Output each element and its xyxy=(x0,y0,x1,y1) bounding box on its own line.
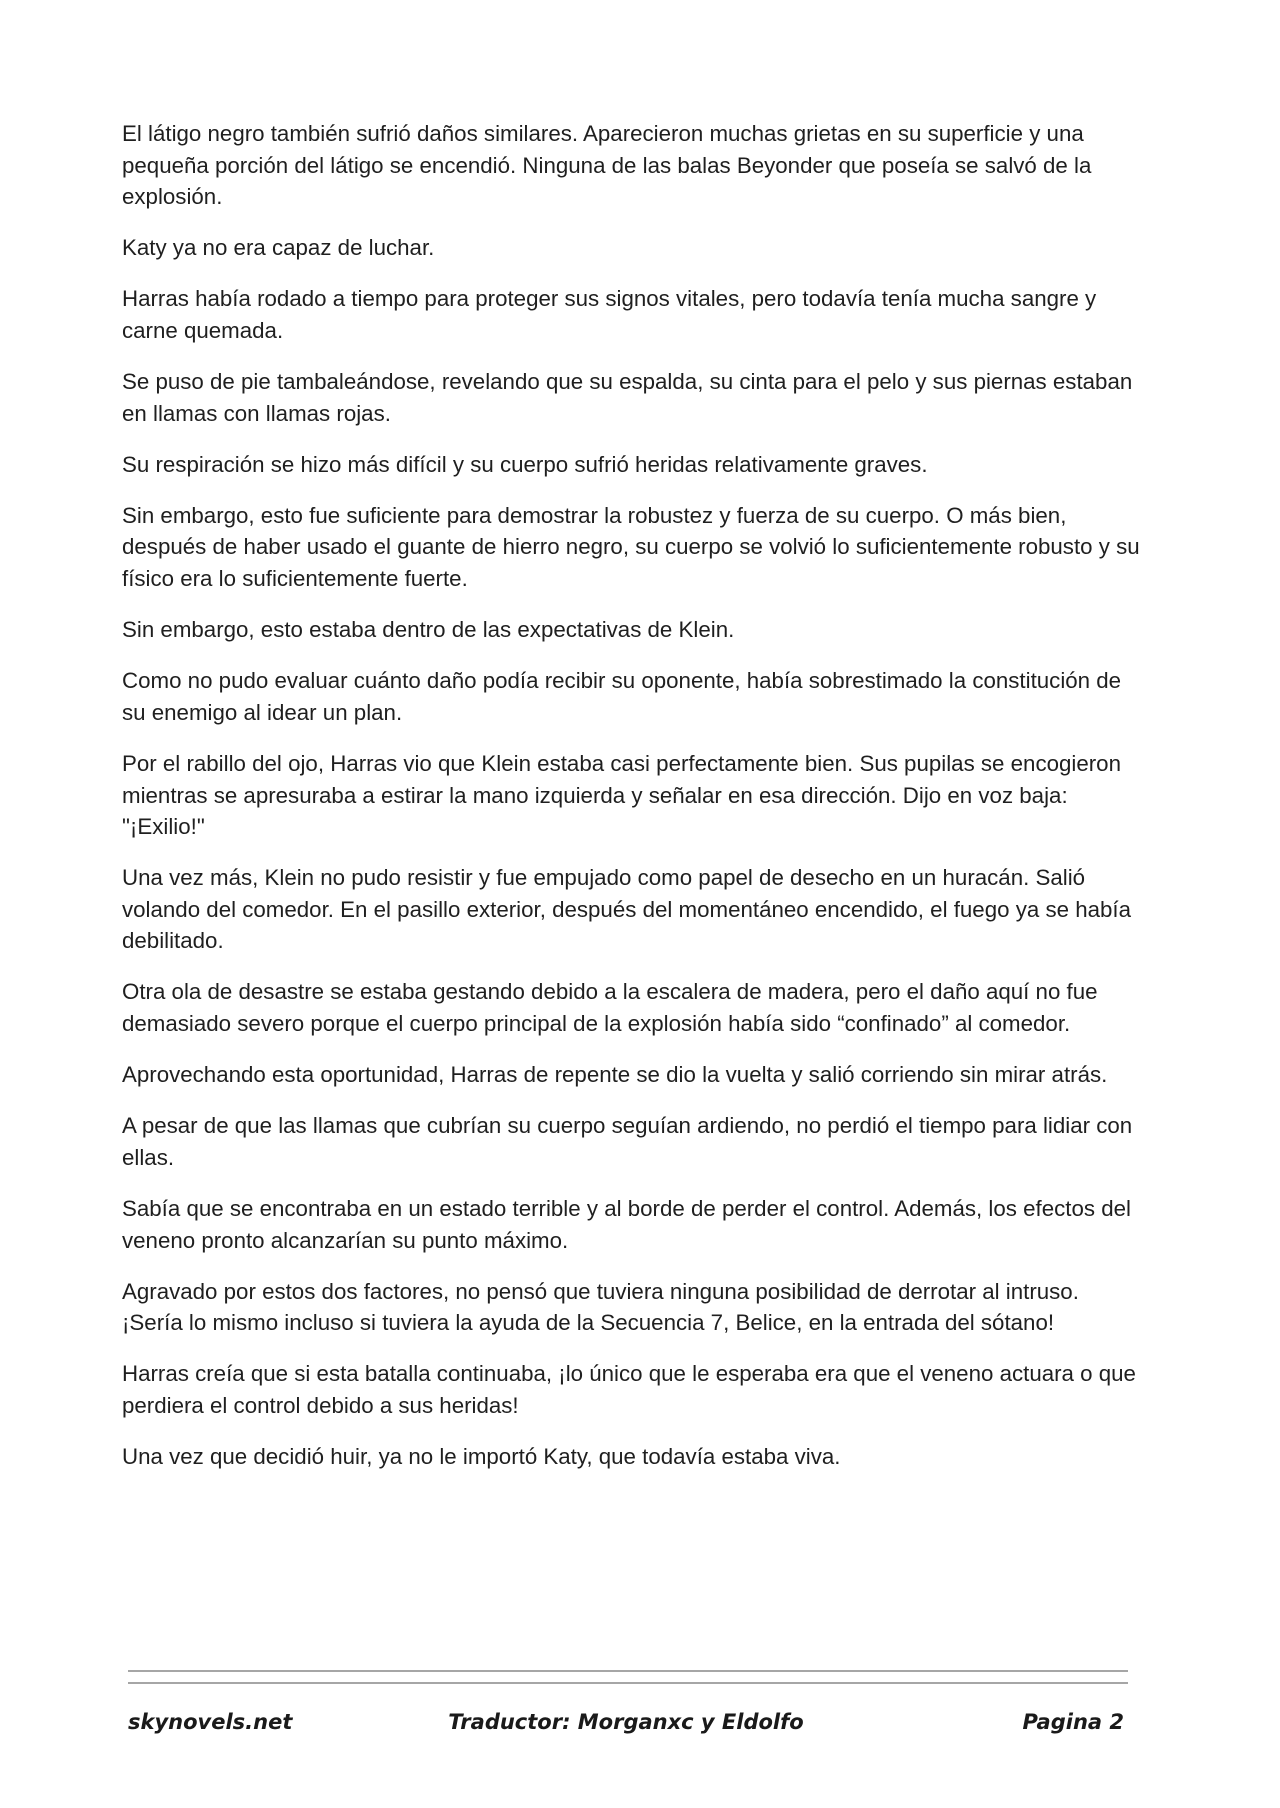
paragraph: Como no pudo evaluar cuánto daño podía recibir su oponente, había sobrestimado la constitución de su enemigo al idear un plan. xyxy=(122,668,1122,725)
paragraph: Una vez más, Klein no pudo resistir y fue empujado como papel de desecho en un huracán. Salió volando del comedor. En el pasillo exterior, después del momentáneo encendido, el fuego ya se había debilitado. xyxy=(122,865,1131,954)
body-text xyxy=(122,118,1142,1492)
paragraph: El látigo negro también sufrió daños similares. Aparecieron muchas grietas en su superficie y una pequeña porción del látigo se encendió. Ninguna de las balas Beyonder que poseía se salvó de la explosión. xyxy=(122,121,1092,210)
footer-divider-top xyxy=(128,1670,1128,1672)
paragraph: Se puso de pie tambaleándose, revelando que su espalda, su cinta para el pelo y sus piernas estaban en llamas con llamas rojas. xyxy=(122,369,1133,426)
paragraph: Katy ya no era capaz de luchar. xyxy=(122,235,435,261)
footer-page-number: Pagina 2 xyxy=(1022,1710,1124,1734)
paragraph: Una vez que decidió huir, ya no le importó Katy, que todavía estaba viva. xyxy=(122,1444,841,1469)
paragraph: Harras creía que si esta batalla continuaba, ¡lo único que le esperaba era que el veneno actuara o que perdiera el control debido a sus heridas! xyxy=(122,1361,1136,1418)
paragraph: Otra ola de desastre se estaba gestando debido a la escalera de madera, pero el daño aquí no fue demasiado severo porque el cuerpo principal de la explosión había sido “confinado” al comedor. xyxy=(122,979,1098,1037)
paragraph: Sin embargo, esto estaba dentro de las expectativas de Klein. xyxy=(122,617,735,643)
paragraph: A pesar de que las llamas que cubrían su cuerpo seguían ardiendo, no perdió el tiempo para lidiar con ellas. xyxy=(122,1113,1133,1170)
paragraph: Sabía que se encontraba en un estado terrible y al borde de perder el control. Además, los efectos del veneno pronto alcanzarían su punto máximo. xyxy=(122,1195,1131,1253)
footer-site: skynovels.net xyxy=(128,1710,293,1734)
paragraph: Aprovechando esta oportunidad, Harras de repente se dio la vuelta y salió corriendo sin mirar atrás. xyxy=(122,1062,1108,1088)
paragraph: Harras había rodado a tiempo para proteger sus signos vitales, pero todavía tenía mucha sangre y carne quemada. xyxy=(122,286,1097,343)
footer-translator: Traductor: Morganxc y Eldolfo xyxy=(448,1710,804,1734)
paragraph: Agravado por estos dos factores, no pensó que tuviera ninguna posibilidad de derrotar al intruso. ¡Sería lo mismo incluso si tuviera la ayuda de la Secuencia 7, Belice, en la entrada del sótano! xyxy=(122,1278,1079,1336)
paragraph: Por el rabillo del ojo, Harras vio que Klein estaba casi perfectamente bien. Sus pupilas se encogieron mientras se apresuraba a estirar la mano izquierda y señalar en esa dirección. Dijo en voz baja: "¡Exilio!" xyxy=(122,750,1121,840)
paragraph: Sin embargo, esto fue suficiente para demostrar la robustez y fuerza de su cuerpo. O más bien, después de haber usado el guante de hierro negro, su cuerpo se volvió lo suficientemente robusto y su físico era lo suficientemente fuerte. xyxy=(122,502,1140,592)
footer-divider-bottom xyxy=(128,1682,1128,1684)
page-footer xyxy=(128,1710,1124,1746)
paragraph: Su respiración se hizo más difícil y su cuerpo sufrió heridas relativamente graves. xyxy=(122,451,928,477)
